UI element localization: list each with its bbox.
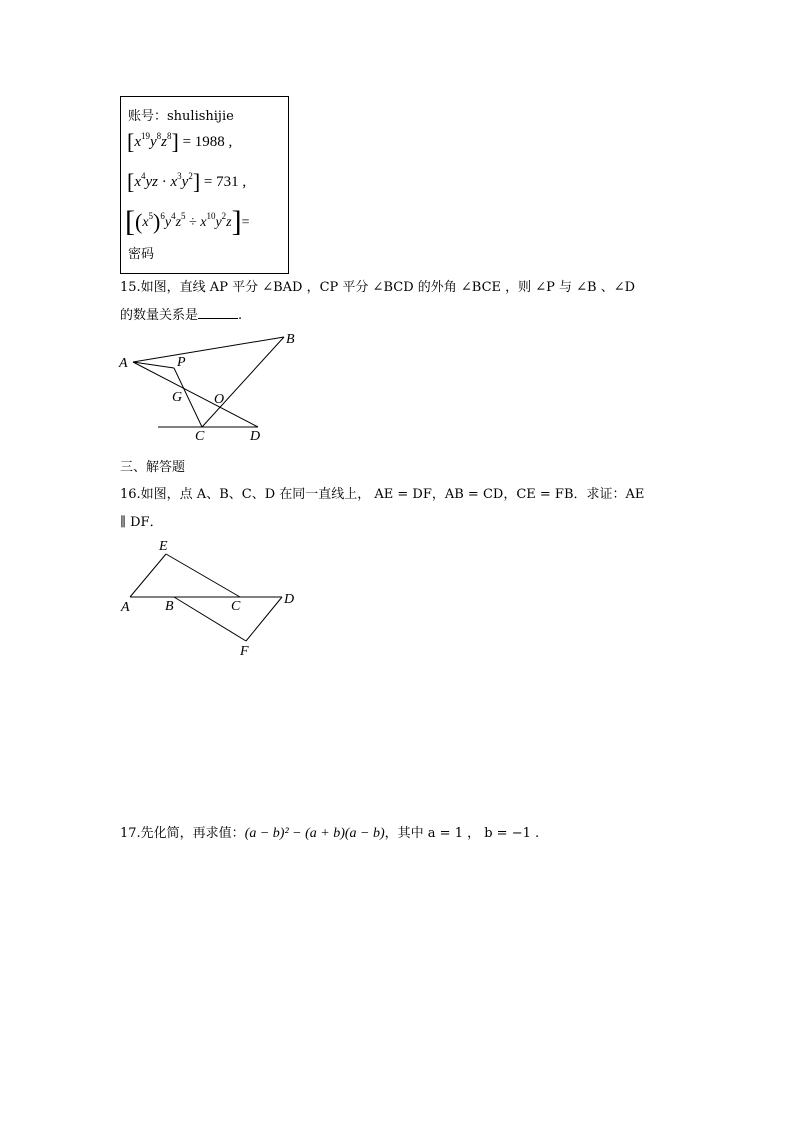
equation-2-rhs: = 731 ,: [203, 174, 247, 190]
q16-figure: [110, 534, 310, 660]
line-AD: [133, 362, 258, 427]
line-DF: [246, 597, 282, 641]
label-A: A: [119, 356, 128, 371]
q15-line2: [120, 304, 242, 323]
label-B: B: [165, 599, 174, 614]
q15-figure: [110, 326, 310, 448]
answer-blank: [198, 308, 238, 319]
label-D: D: [284, 592, 295, 607]
label-A: A: [121, 600, 130, 615]
q17-line: [120, 822, 539, 842]
line-EC: [166, 554, 240, 597]
line-AB: [133, 337, 284, 362]
label-P: P: [177, 355, 186, 370]
line-BC: [202, 337, 284, 427]
q15-line2-pre: 的数量关系是: [120, 308, 199, 323]
label-O: O: [214, 392, 225, 407]
label-F: F: [240, 644, 249, 659]
section-title: 三、解答题: [120, 460, 186, 475]
q16-line2: ∥ DF．: [120, 515, 163, 530]
label-G: G: [172, 390, 183, 405]
label-E: E: [159, 539, 168, 554]
equation-2: $[x^4yz \cdot x^3y^2] = 731$ ,: [127, 169, 247, 194]
account-line: 账号：shulishijie: [128, 109, 234, 124]
account-box: [120, 96, 289, 274]
line-AE: [130, 554, 166, 597]
q15-line2-post: .: [238, 308, 243, 323]
password-label: 密码: [128, 247, 155, 262]
q15-line1: 15.如图，直线 AP 平分 ∠BAD ，CP 平分 ∠BCD 的外角 ∠BCE ，则 ∠P 与 ∠B 、∠D: [120, 280, 636, 295]
label-B: B: [286, 332, 295, 347]
q17-prefix: 17.先化简，再求值：: [120, 826, 245, 841]
q16-line1: 16.如图，点 A、B、C、D 在同一直线上， AE = DF，AB = CD，CE = FB．求证：AE: [120, 487, 645, 502]
label-C: C: [195, 429, 205, 444]
equation-1: $[x^{19}y^8z^8] = 1988$ ,: [127, 129, 233, 154]
equation-3-rhs: =: [241, 215, 250, 230]
label-C: C: [231, 599, 241, 614]
equation-1-rhs: = 1988 ,: [182, 134, 233, 150]
label-D: D: [250, 429, 261, 444]
equation-3: $[(x^5)^6y^4z^5 \div x^{10}y^2z]=$: [125, 205, 250, 238]
q17-expression: (a − b)² − (a + b)(a − b): [244, 826, 385, 841]
q17-condition: ，其中 a = 1 ， b = −1 .: [384, 826, 540, 841]
